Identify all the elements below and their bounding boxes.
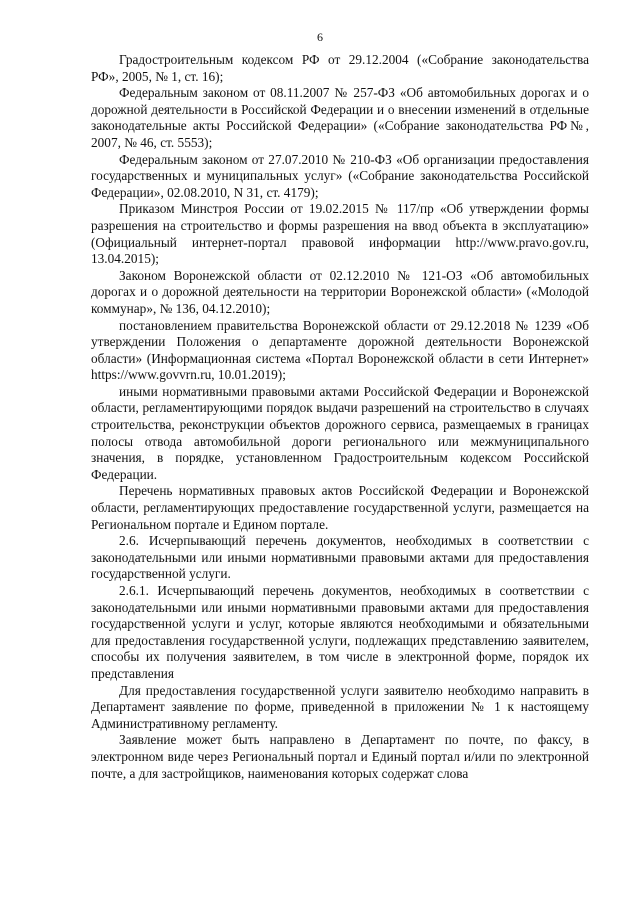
page-number: 6 [317, 30, 323, 44]
paragraph-submission-methods: Заявление может быть направлено в Департамент по почте, по факсу, в электронном виде через Региональный портал и Единый портал и/или по электронной почте, а для застройщиков, наименования которых содержат слова [91, 732, 589, 781]
paragraph-order-117pr: Приказом Минстроя России от 19.02.2015 № 117/пр «Об утверждении формы разрешения на строительство и формы разрешения на ввод объекта в эксплуатацию» (Официальный интернет-портал правовой информации http://www.pravo.gov.ru, 13.04.2015); [91, 201, 589, 267]
paragraph-application-form: Для предоставления государственной услуги заявителю необходимо направить в Департамент заявление по форме, приведенной в приложении № 1 к настоящему Административному регламенту. [91, 682, 589, 731]
paragraph-law-257fz: Федеральным законом от 08.11.2007 № 257-ФЗ «Об автомобильных дорогах и о дорожной деятельности в Российской Федерации и о внесении изменений в отдельные законодательные акты Российской Федерации» («Собрание законодательства РФ№, 2007, № 46, ст. 5553); [91, 85, 589, 150]
paragraph-law-121oz: Законом Воронежской области от 02.12.2010 № 121-ОЗ «Об автомобильных дорогах и о дорожной деятельности на территории Воронежской области» («Молодой коммунар», № 136, 04.12.2010); [91, 267, 589, 316]
document-body [91, 52, 589, 782]
paragraph-grk-code: Градостроительным кодексом РФ от 29.12.2004 («Собрание законодательства РФ», 2005, № 1, ст. 16); [91, 52, 589, 84]
paragraph-section-2-6-1: 2.6.1. Исчерпывающий перечень документов, необходимых в соответствии с законодательными или иными нормативными правовыми актами для предоставления государственной услуги и услуг, которые являются необходимыми и обязательными для предоставления государственной услуги, подлежащих представлению заявителем, способы их получения заявителем, в том числе в электронной форме, порядок их представления [91, 583, 589, 681]
paragraph-resolution-1239: постановлением правительства Воронежской области от 29.12.2018 № 1239 «Об утверждении Положения о департаменте дорожной деятельности Воронежской области» (Информационная система «Портал Воронежской области в сети Интернет» https://www.govvrn.ru, 10.01.2019); [91, 317, 589, 383]
paragraph-other-acts: иными нормативными правовыми актами Российской Федерации и Воронежской области, регламентирующими порядок выдачи разрешений на строительство в случаях строительства, реконструкции объектов дорожного сервиса, размещаемых в границах полосы отвода автомобильной дороги регионального или межмуниципального значения, в порядке, установленном Градостроительным кодексом Российской Федерации. [91, 383, 589, 482]
paragraph-law-210fz: Федеральным законом от 27.07.2010 № 210-ФЗ «Об организации предоставления государственных и муниципальных услуг» («Собрание законодательства Российской Федерации», 02.08.2010, N 31, ст. 4179); [91, 151, 589, 200]
paragraph-acts-list-placement: Перечень нормативных правовых актов Российской Федерации и Воронежской области, регламентирующих предоставление государственной услуги, размещается на Региональном портале и Едином портале. [91, 483, 589, 532]
paragraph-section-2-6: 2.6. Исчерпывающий перечень документов, необходимых в соответствии с законодательными или иными нормативными правовыми актами для предоставления государственной услуги. [91, 533, 589, 582]
